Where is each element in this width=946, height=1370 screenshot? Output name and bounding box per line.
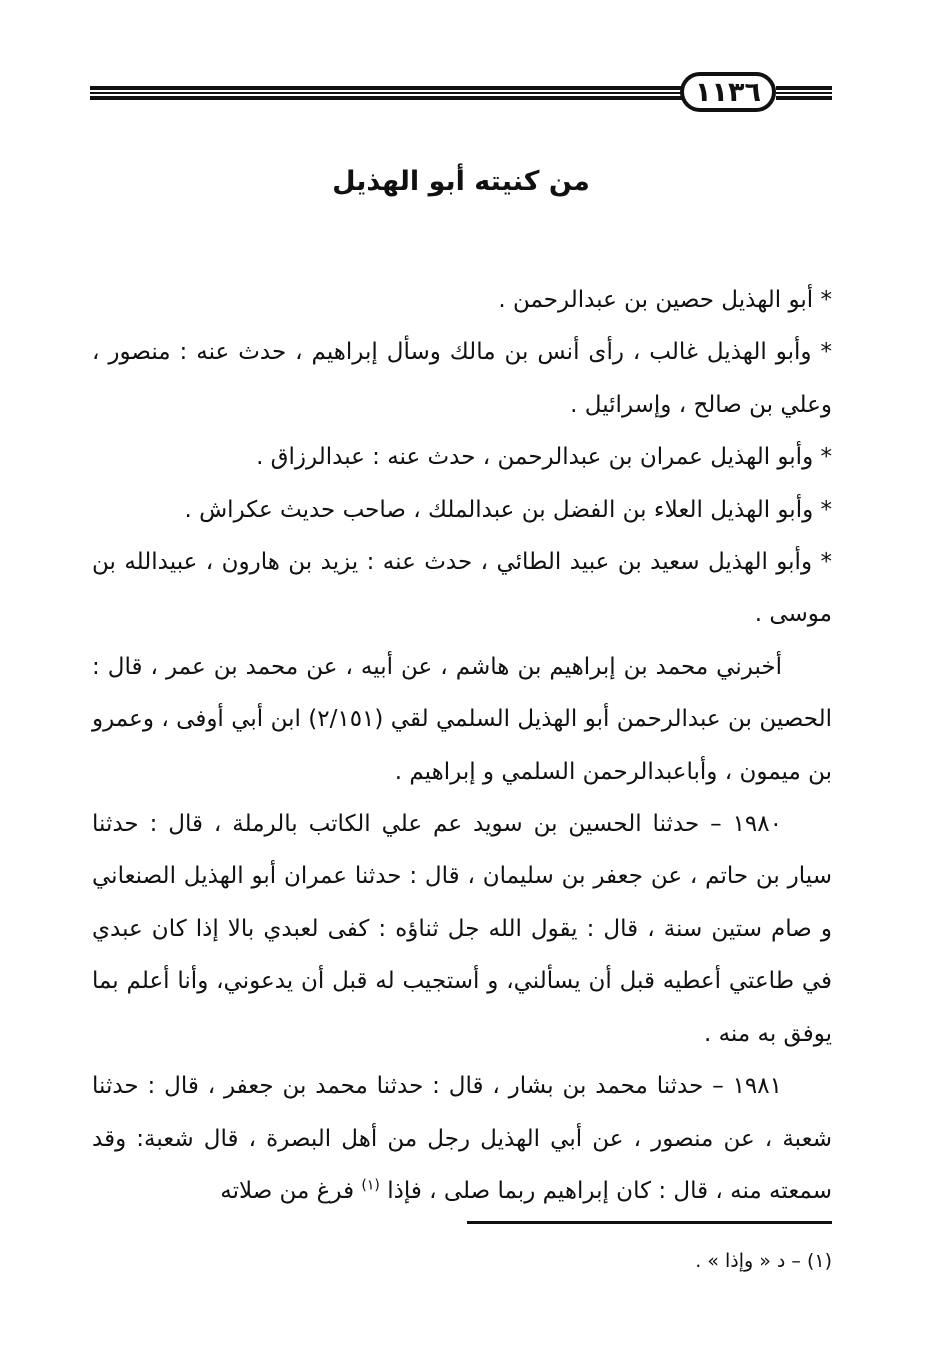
paragraph-text: ١٩٨١ – حدثنا محمد بن بشار ، قال : حدثنا محمد بن جعفر ، قال : حدثنا شعبة ، عن منصور ، عن أبي الهذيل رجل من أهل البصرة ، قال شعبة: وقد سمعته منه ، قال : كان إبراهيم ربما صلى ، فإذا xyxy=(92,1073,832,1204)
paragraph-tail: فرغ من صلاته xyxy=(220,1177,355,1204)
paragraph: * أبو الهذيل حصين بن عبدالرحمن . xyxy=(498,287,832,313)
paragraph: * وأبو الهذيل غالب ، رأى أنس بن مالك وسأل إبراهيم ، حدث عنه : منصور ، وعلي بن صالح ، وإسرائيل . xyxy=(92,339,832,418)
header-rule-right xyxy=(776,86,832,100)
paragraph: ١٩٨٠ – حدثنا الحسين بن سويد عم علي الكاتب بالرملة ، قال : حدثنا سيار بن حاتم ، عن جعفر بن سليمان ، قال : حدثنا عمران أبو الهذيل الصنعاني و صام ستين سنة ، قال : يقول الله جل ثناؤه : كفى لعبدي بالا إذا كان عبدي في طاعتي أعطيه قبل أن يسألني، و أستجيب له قبل أن يدعوني، وأنا أعلم بما يوفق به منه . xyxy=(92,811,832,1047)
header-rule-left xyxy=(90,86,682,100)
footnote: (١) – د « وإذا » . xyxy=(695,1250,832,1272)
section-title: من كنيته أبو الهذيل xyxy=(332,166,590,197)
paragraph: * وأبو الهذيل سعيد بن عبيد الطائي ، حدث عنه : يزيد بن هارون ، عبيدالله بن موسى . xyxy=(92,549,832,628)
body-text xyxy=(92,274,832,1217)
paragraph: أخبرني محمد بن إبراهيم بن هاشم ، عن أبيه ، عن محمد بن عمر ، قال : الحصين بن عبدالرحمن أبو الهذيل السلمي لقي (٢/١٥١) ابن أبي أوفى ، وعمرو بن ميمون ، وأباعبدالرحمن السلمي و إبراهيم . xyxy=(92,653,832,785)
footnote-reference[interactable]: (١) xyxy=(361,1177,380,1194)
footnote-separator xyxy=(467,1221,832,1224)
paragraph: * وأبو الهذيل عمران بن عبدالرحمن ، حدث عنه : عبدالرزاق . xyxy=(256,444,832,471)
paragraph: * وأبو الهذيل العلاء بن الفضل بن عبدالملك ، صاحب حديث عكراش . xyxy=(184,496,832,523)
paragraph-with-note xyxy=(92,1060,832,1217)
page-number: ١١٣٦ xyxy=(680,72,776,112)
